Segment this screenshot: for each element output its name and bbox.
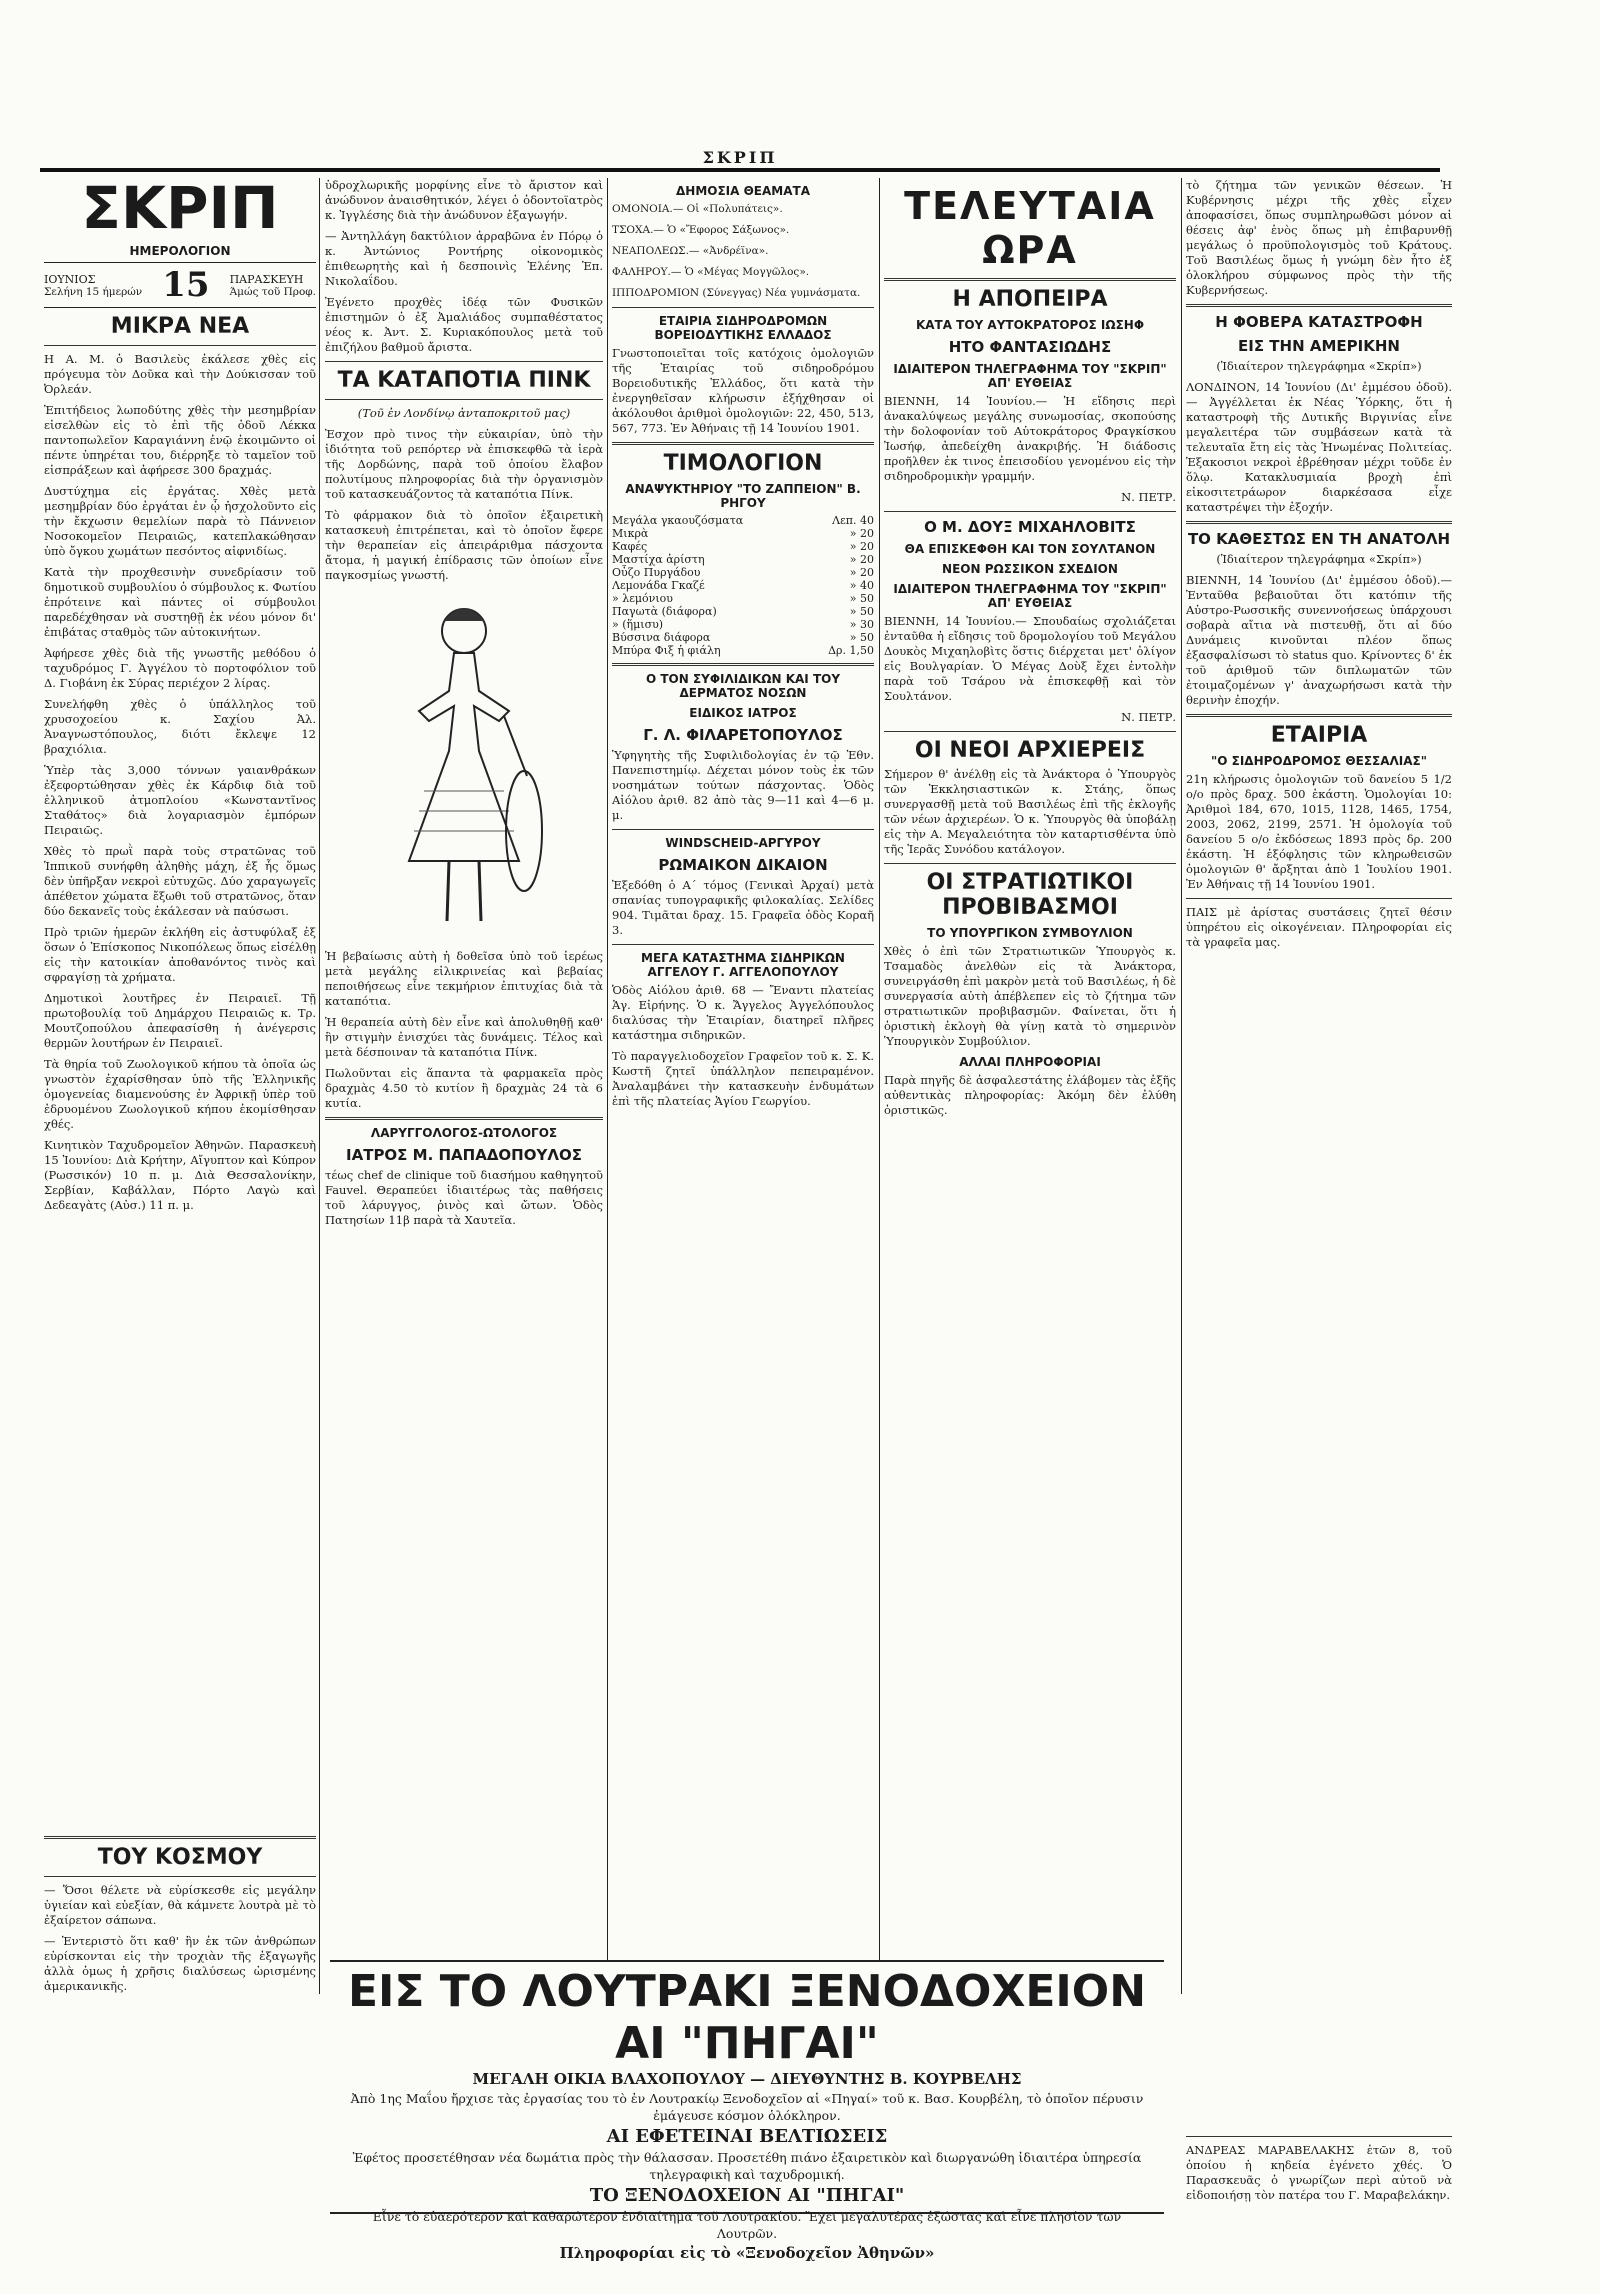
- ad-text: Τὸ παραγγελιοδοχεῖον Γραφεῖον τοῦ κ. Σ. Κ. Κωστῆ ζητεῖ ὑπάλληλον πεπειραμένον. Ἀναλαμβάνει τὴν κατασκευὴν ἐνδυμάτων ἐπὶ τῆς πλατείας Ἁγίου Γεωργίου.: [612, 1049, 874, 1108]
- ad-text: Γνωστοποιεῖται τοῖς κατόχοις ὁμολογιῶν τῆς Ἑταιρίας τοῦ σιδηροδρόμου Βορειοδυτικῆς Ἑλλάδος, ὅτι κατὰ τὴν ἐνεργηθεῖσαν κλήρωσιν ἐξήχθησαν οἱ ἀκόλουθοι ἀριθμοὶ ὁμολογιῶν: 22, 450, 513, 567, 773. Ἐν Ἀθήναις τῇ 14 Ἰουνίου 1901.: [612, 346, 874, 435]
- article-subtitle: ΕΙΣ ΤΗΝ ΑΜΕΡΙΚΗΝ: [1238, 337, 1400, 355]
- loutraki-hotel-ad: [330, 1960, 1164, 2262]
- ad-title-railway: ΕΤΑΙΡΙΑ ΣΙΔΗΡΟΔΡΟΜΩΝ ΒΟΡΕΙΟΔΥΤΙΚΗΣ ΕΛΛΑΔΟΣ: [654, 314, 832, 342]
- article-paragraph: Ἐσχον πρὸ τινος τὴν εὐκαιρίαν, ὑπὸ τὴν ἰδιότητα τοῦ ρεπόρτερ νὰ ἐπισκεφθῶ τὰ ἱερὰ τῆς Δορδώνης, παρὰ τοῦ ὁποίου ἔλαβον πολυτίμους πληροφορίας διὰ τὴν ὀργανισμὸν τοῦ κατασκευάζοντος τὰ καταπότια Πίνκ.: [325, 427, 603, 501]
- column-3: [612, 178, 874, 1954]
- signature: Ν. ΠΕΤΡ.: [1121, 710, 1176, 724]
- article-title: Ο Μ. ΔΟΥΞ ΜΙΧΑΗΛΟΒΙΤΣ: [924, 518, 1136, 536]
- theatre-item: ΟΜΟΝΟΙΑ.— Οἱ «Πολυπάτεις».: [612, 203, 783, 215]
- news-item: Τὰ θηρία τοῦ Ζωολογικοῦ κήπου τὰ ὁποῖα ὡς γνωστὸν ἐχαρίσθησαν ὑπὸ τῆς Ἑλληνικῆς ὁμογενείας διαμενούσης ἐν Ἀφρικῇ ὑπὲρ τοῦ ἐδρυομένου Ζωολογικοῦ κήπου ἐκομίσθησαν χθές.: [44, 1057, 316, 1131]
- theatres-title: ΔΗΜΟΣΙΑ ΘΕΑΜΑΤΑ: [676, 184, 810, 198]
- price-row: Παγωτὰ (διάφορα) » 50: [612, 605, 874, 618]
- article-title: ΟΙ ΣΤΡΑΤΙΩΤΙΚΟΙ ΠΡΟΒΙΒΑΣΜΟΙ: [926, 870, 1134, 920]
- telegram-tag: ΙΔΙΑΙΤΕΡΟΝ ΤΗΛΕΓΡΑΦΗΜΑ ΤΟΥ "ΣΚΡΙΠ" ΑΠ' ΕΥΘΕΙΑΣ: [893, 362, 1167, 390]
- price-row: Καφές » 20: [612, 540, 874, 553]
- ad-text: Ἐξεδόθη ὁ Α΄ τόμος (Γενικαὶ Ἀρχαί) μετὰ σπανίας τυπογραφικῆς φιλοκαλίας. Σελίδες 904. Τιμᾶται δραχ. 15. Γραφεῖα ὁδὸς Κοραῆ 3.: [612, 878, 874, 937]
- pricelist-subtitle: ΑΝΑΨΥΚΤΗΡΙΟΥ "ΤΟ ΖΑΠΠΕΙΟΝ" Β. ΡΗΓΟΥ: [625, 482, 861, 510]
- ad-headline: ΕΙΣ ΤΟ ΛΟΥΤΡΑΚΙ ΞΕΝΟΔΟΧΕΙΟΝ ΑΙ "ΠΗΓΑΙ": [347, 1966, 1147, 2069]
- article-title-pink: ΤΑ ΚΑΤΑΠΟΤΙΑ ΠΙΝΚ: [337, 368, 591, 393]
- ad-title-shop: ΜΕΓΑ ΚΑΤΑΣΤΗΜΑ ΣΙΔΗΡΙΚΩΝ ΑΓΓΕΛΟΥ Γ. ΑΓΓΕΛΟΠΟΥΛΟΥ: [641, 951, 845, 979]
- classified-ad-box: [1186, 2130, 1452, 2210]
- news-item: Ὑπὲρ τὰς 3,000 τόννων γαιανθράκων ἐξεφορτώθησαν χθὲς ἐκ Κάρδιφ διὰ τοῦ ἑλληνικοῦ ἀτμοπλοίου «Κωνσταντῖνος Σταθάτος» διὰ λογαριασμὸν ἐμπόρων Πειραιῶς.: [44, 763, 316, 837]
- news-item: Ἐπιτήδειος λωποδύτης χθὲς τὴν μεσημβρίαν εἰσελθὼν εἰς τὸ ἐπὶ τῆς ὁδοῦ Λέκκα παντοπωλεῖον Καραγιάννη ἐνῷ ἐκοιμῶντο οἱ πέντε ὑπηρέται του, διέρρηξε τὸ ταμεῖον τοῦ εἰσπράξεων καὶ ἀφήρεσε 300 δραχμάς.: [44, 403, 316, 477]
- ad-text: 21η κλήρωσις ὁμολογιῶν τοῦ δανείου 5 1/2 ο/ο πρὸς δραχ. 500 ἑκάστη. Ὁμολογίαι 10: Ἀριθμοὶ 184, 670, 1015, 1128, 1465, 1754, 2003, 2062, 2199, 2571. Ἡ ὁμολογία τοῦ δανείου 5 ο/ο ἐκδόσεως 1893 πρὸς δρ. 200 ἑκάστη. Ἡ ἐξόφλησις τῶν κληρωθεισῶν ὁμολογιῶν θ' ἄρξηται ἀπὸ 1 Ἰουλίου 1901. Ἐν Ἀθήναις τῇ 14 Ἰουνίου 1901.: [1186, 772, 1452, 891]
- ad-text: Εἶνε τὸ εὐαερότερον καὶ καθαρώτερον ἐνδιαίτημα τοῦ Λουτρακίου. Ἔχει μεγαλυτέρας ἐξώστας καὶ εἶνε πλησίον τῶν Λουτρῶν.: [372, 2209, 1122, 2241]
- article-title: ΟΙ ΝΕΟΙ ΑΡΧΙΕΡΕΙΣ: [914, 738, 1146, 763]
- column-rule: [607, 178, 608, 1994]
- classified-ad: ΠΑΙΣ μὲ ἀρίστας συστάσεις ζητεῖ θέσιν ὑπηρέτου εἰς οἰκογένειαν. Πληροφορίαι εἰς τὰ γραφεῖα μας.: [1186, 905, 1452, 949]
- calendar-box: [44, 262, 316, 308]
- price-row: Μεγάλα γκαουζόσματα Λεπ. 40: [612, 514, 874, 527]
- section-title-tou-kosmou: ΤΟΥ ΚΟΣΜΟΥ: [97, 1845, 263, 1870]
- signature: Ν. ΠΕΤΡ.: [1121, 490, 1176, 504]
- pricelist-title: ΤΙΜΟΛΟΓΙΟΝ: [663, 451, 823, 476]
- theatre-item: ΤΣΟΧΑ.— Ὁ «Ἔφορος Σάξωνος».: [612, 224, 790, 236]
- ad-title-company: ΕΤΑΙΡΙΑ: [1270, 723, 1368, 748]
- news-item: Ἀφήρεσε χθὲς διὰ τῆς γνωστῆς μεθόδου ὁ ταχυδρόμος Γ. Ἀγγέλου τὸ πορτοφόλιον τοῦ Δ. Γιοβάνη ἐκ Σύρας περιέχον 2 λίρας.: [44, 646, 316, 690]
- ad-title-syph: Ο ΤΟΝ ΣΥΦΙΛΙΔΙΚΩΝ ΚΑΙ ΤΟΥ ΔΕΡΜΑΤΟΣ ΝΟΣΩΝ: [645, 672, 841, 700]
- article-paragraph: Ἡ βεβαίωσις αὐτὴ ἡ δοθεῖσα ὑπὸ τοῦ ἱερέως μετὰ μεγάλης εἰλικρινείας καὶ βεβαίας πεποιθήσεως εἶνε τεκμήριον ἐπιτυχίας διὰ τὰ καταπότια.: [325, 949, 603, 1008]
- article-paragraph: Τὸ φάρμακον διὰ τὸ ὁποῖον ἐξαιρετικὴ κατασκευὴ ἐπιτρέπεται, καὶ τὸ ὁποῖον ἔφερε τὴν θεραπείαν εἰς ἀπειράριθμα πάσχοντα ἄτομα, ἡ μαγική ἐπίδρασις τῶν ὁποίων εἶνε παγκοσμίως γνωστή.: [325, 508, 603, 582]
- price-row: Μικρὰ » 20: [612, 527, 874, 540]
- pricelist: [612, 514, 874, 657]
- news-item: ὑδροχλωρικῆς μορφίνης εἶνε τὸ ἄριστον καὶ ἀνώδυνον ἀναισθητικόν, λέγει ὁ ὀδοντοϊατρὸς κ. Ἰγγλέσης διὰ τὴν ἀνώδυνον ἐξαγωγήν.: [325, 178, 603, 222]
- price-row: Οὖζο Πυργάδου » 20: [612, 566, 874, 579]
- girl-illustration: [359, 591, 569, 941]
- telegram-tag: (Ἰδιαίτερον τηλεγράφημα «Σκρίπ»): [1216, 552, 1422, 566]
- calendar-moon: Σελήνη 15 ήμερών: [44, 285, 143, 298]
- news-item: Χθὲς τὸ πρωῒ παρὰ τοὺς στρατῶνας τοῦ Ἱππικοῦ συνήφθη ἀληθὴς μάχη, ἐξ ἧς ὅμως δὲν ὑπῆρξαν νεκροὶ εὐτυχῶς. Δύο χαραγωγεῖς ἀπέθετον χώματα ἔξωθι τοῦ στρατῶνος, ὅταν δύο δεκανεῖς τοὺς ἐκάλεσαν νὰ παύσωσι.: [44, 844, 316, 918]
- article-paragraph: Πωλοῦνται εἰς ἅπαντα τὰ φαρμακεῖα πρὸς δραχμὰς 4.50 τὸ κυτίον ἢ δραχμὰς 24 τὰ 6 κυτία.: [325, 1066, 603, 1110]
- news-item: Συνελήφθη χθὲς ὁ ὑπάλληλος τοῦ χρυσοχοείου κ. Σαχίου Ἀλ. Ἀναγνωστόπουλος, διότι ἔκλεψε 12 βραχιόλια.: [44, 697, 316, 756]
- price-row: » (ἥμισυ) » 30: [612, 618, 874, 631]
- ad-subheadline: ΑΙ ΕΦΕΤΕΙΝΑΙ ΒΕΛΤΙΩΣΕΙΣ: [606, 2126, 888, 2147]
- news-item: Δημοτικοὶ λουτῆρες ἐν Πειραιεῖ. Τῇ πρωτοβουλίᾳ τοῦ Δημάρχου Πειραιῶς κ. Τρ. Μουτζοπούλου ἀπεφασίσθη ἡ ἀνέγερσις θερμῶν λουτήρων ἐν Πειραιεῖ.: [44, 991, 316, 1050]
- ad-title-doctor: ΛΑΡΥΓΓΟΛΟΓΟΣ-ΩΤΟΛΟΓΟΣ: [370, 1126, 558, 1140]
- news-item: Κινητικὸν Ταχυδρομεῖον Ἀθηνῶν. Παρασκευὴ 15 Ἰουνίου: Διὰ Κρήτην, Αἴγυπτον καὶ Κύπρον (Ρωσσικόν) 10 π. μ. Διὰ Θεσσαλονίκην, Σερβίαν, Καβάλλαν, Πόρτο Λαγὼ καὶ Δεδεαγὰτς (Αὐσ.) 11 π. μ.: [44, 1138, 316, 1212]
- section-title-mikra-nea: ΜΙΚΡΑ ΝΕΑ: [110, 314, 250, 339]
- telegram-tag: ΙΔΙΑΙΤΕΡΟΝ ΤΗΛΕΓΡΑΦΗΜΑ ΤΟΥ "ΣΚΡΙΠ" ΑΠ' ΕΥΘΕΙΑΣ: [893, 582, 1167, 610]
- newspaper-logo: ΣΚΡΙΠ: [81, 178, 279, 242]
- news-item: Η Α. Μ. ὁ Βασιλεὺς ἐκάλεσε χθὲς εἰς πρόγευμα τὸν Δοῦκα καὶ τὴν Δούκισσαν τοῦ Ὀρλεάν.: [44, 352, 316, 396]
- article-paragraph: Ἡ θεραπεία αὐτὴ δὲν εἶνε καὶ ἀπολυθηθῇ καθ' ἣν στιγμὴν ἐνισχύει τὰς δυνάμεις. Τέλος καὶ μετὰ δέσποιναν τὰ καταπότια Πίνκ.: [325, 1015, 603, 1059]
- article-subtitle: ΗΤΟ ΦΑΝΤΑΣΙΩΔΗΣ: [948, 338, 1112, 356]
- article-paragraph: ΒΙΕΝΝΗ, 14 Ἰουνίου.— Σπουδαίως σχολιάζεται ἐνταῦθα ἡ εἴδησις τοῦ δρομολογίου τοῦ Μεγάλου Δουκὸς Μιχαηλοβὶτς ὅστις διέρχεται μετ' ὀλίγον εἰς Βουλγαρίαν. Ὁ Μέγας Δοὺξ ἔχει ἐντολὴν παρὰ τοῦ Τσάρου νὰ ἐπισκεφθῇ καὶ τὸν Σουλτάνον.: [884, 614, 1176, 703]
- news-item: Ἐγένετο προχθὲς ἰδέᾳ τῶν Φυσικῶν ἐπιστημῶν ὁ ἐξ Ἀμαλιάδος συμπαθέστατος νέος κ. Ἀντ. Σ. Κυριακόπουλος μετὰ τοῦ ἐπιζήλου βαθμοῦ ἄριστα.: [325, 295, 603, 354]
- column-4: [884, 178, 1176, 2210]
- calendar-month: ΙΟΥΝΙΟΣ: [44, 272, 96, 286]
- ad-subheadline: ΜΕΓΑΛΗ ΟΙΚΙΑ ΒΛΑΧΟΠΟΥΛΟΥ — ΔΙΕΥΘΥΝΤΗΣ Β. ΚΟΥΡΒΕΛΗΣ: [472, 2070, 1022, 2088]
- article-paragraph: τὸ ζήτημα τῶν γενικῶν θέσεων. Ἡ Κυβέρνησις μέχρι τῆς χθὲς εἶχεν ἀποφασίσει, ὅπως συμπληρωθῶσι μόνον αἱ θέσεις ἀφ' ἑνὸς ὅπως μὴ ἐπιβαρυνθῇ μεγάλως ὁ προϋπολογισμὸς τοῦ Κράτους. Τοῦ Βασιλέως ὅμως ἡ γνώμη δὲν ἦτο ἐξ ὁλοκλήρου σύμφωνος πρὸς τὴν τῆς Κυβερνήσεως.: [1186, 178, 1452, 297]
- ad-subtitle: "Ο ΣΙΔΗΡΟΔΡΟΜΟΣ ΘΕΣΣΑΛΙΑΣ": [1211, 754, 1427, 768]
- ad-text: Ἀπὸ 1ης Μαΐου ἤρχισε τὰς ἐργασίας του τὸ ἐν Λουτρακίῳ Ξενοδοχεῖον αἱ «Πηγαί» τοῦ κ. Βασ. Κουρβέλη, τὸ ὁποῖον πέρυσιν ἐμάγευσε κόσμον ὁλόκληρον.: [350, 2091, 1144, 2123]
- article-title: ΑΛΛΑΙ ΠΛΗΡΟΦΟΡΙΑΙ: [959, 1055, 1101, 1069]
- column-rule: [879, 178, 880, 1994]
- article-paragraph: Χθὲς ὁ ἐπὶ τῶν Στρατιωτικῶν Ὑπουργὸς κ. Τσαμαδὸς ἀνελθὼν εἰς τὰ Ἀνάκτορα, συνειργάσθη ἐπὶ μακρὸν μετὰ τοῦ Βασιλέως, ἡ δὲ συνεργασία αὐτὴ ἀπέβλεπεν εἰς τὸ ζήτημα τῶν στρατιωτικῶν προβιβασμῶν. Φαίνεται, ὅτι ἡ ὁριστικὴ ἐκλογὴ θὰ γίνῃ κατὰ τὸ σημερινὸν Ὑπουργικὸν Συμβούλιον.: [884, 944, 1176, 1048]
- article-subtitle: ΝΕΟΝ ΡΩΣΣΙΚΟΝ ΣΧΕΔΙΟΝ: [942, 562, 1118, 576]
- ad-text: τέως chef de clinique τοῦ διασήμου καθηγητοῦ Fauvel. Θεραπεύει ἰδιαιτέρως τὰς παθήσεις τοῦ λάρυγγος, ῥινὸς καὶ ὤτων. Ὁδὸς Πατησίων 11β παρὰ τὰ Χαυτεῖα.: [325, 1168, 603, 1227]
- ad-footer: Πληροφορίαι εἰς τὸ «Ξενοδοχεῖον Ἀθηνῶν»: [559, 2244, 935, 2262]
- section-tou-kosmou: [44, 1830, 316, 2210]
- ad-label: WINDSCHEID-ΑΡΓΥΡΟΥ: [665, 836, 821, 850]
- column-rule: [319, 178, 320, 1994]
- price-row: Μαστίχα ἀρίστη » 20: [612, 553, 874, 566]
- news-item: — Ἀντηλλάγη δακτύλιον ἀρραβῶνα ἐν Πόρῳ ὁ κ. Ἀντώνιος Ροντήρης οἰκονομικὸς ἐπιθεωρητὴς καὶ ἡ δεσποινὶς Ἑλένης Ἐπ. Νικολαΐδου.: [325, 229, 603, 288]
- column-rule: [1181, 178, 1182, 1994]
- calendar-day: 15: [162, 265, 210, 305]
- article-title: Η ΑΠΟΠΕΙΡΑ: [952, 287, 1108, 312]
- news-item: — Ὅσοι θέλετε νὰ εὑρίσκεσθε εἰς μεγάλην ὑγιείαν καὶ εὐεξίαν, θὰ κάμνετε λουτρὰ μὲ τὸ ἐξαίρετον σάπωνα.: [44, 1883, 316, 1927]
- news-item: Πρὸ τριῶν ἡμερῶν ἐκλήθη εἰς ἀστυφύλαξ ἐξ ὅσων ὁ Ἐπίσκοπος Νικοπόλεως ὅπως εἰσέλθῃ εἰς τὴν κατοικίαν ἀποθανόντος τινὸς καὶ σφραγίσῃ τὰ χρήματα.: [44, 925, 316, 984]
- classified-ad: ΑΝΔΡΕΑΣ ΜΑΡΑΒΕΛΑΚΗΣ ἐτῶν 8, τοῦ ὁποίου ἡ κηδεία ἐγένετο χθές. Ὁ Παρασκευᾶς ὁ γνωρίζων περὶ αὐτοῦ νὰ εἰδοποιήσῃ τὸν πατέρα του Γ. Μαραβελάκην.: [1186, 2143, 1452, 2202]
- article-title: ΤΟ ΚΑΘΕΣΤΩΣ ΕΝ ΤΗ ΑΝΑΤΟΛΗ: [1187, 530, 1451, 548]
- news-item: Κατὰ τὴν προχθεσινὴν συνεδρίασιν τοῦ δημοτικοῦ συμβουλίου ὁ σύμβουλος κ. Φωτίου ἐπρότεινε καὶ πάντες οἱ σύμβουλοι παρεδέχθησαν νὰ συστηθῇ ἐκ νέου μόνον δι' ἐπιβάτας σταθμὸς τῶν αὐτοκινήτων.: [44, 565, 316, 639]
- article-paragraph: Παρὰ πηγῆς δὲ ἀσφαλεστάτης ἐλάβομεν τὰς ἑξῆς αὐθεντικὰς πληροφορίας: Ἀκόμη δὲν ἐλύθη ὁριστικῶς.: [884, 1073, 1176, 1117]
- ad-title-law: ΡΩΜΑΙΚΟΝ ΔΙΚΑΙΟΝ: [658, 856, 828, 874]
- price-row: Μπύρα Φιξ ἡ φιάλη Δρ. 1,50: [612, 644, 874, 657]
- article-paragraph: ΒΙΕΝΝΗ, 14 Ἰουνίου (Δι' ἐμμέσου ὁδοῦ).— Ἐνταῦθα βεβαιοῦται ὅτι κατόπιν τῆς Αὐστρο-Ρωσσικῆς συνεννοήσεως ὑπάρχουσι σοβαρὰ αἴτια νὰ πιστευθῇ, ὅτι αἱ δύο Δυνάμεις κινοῦνται πλέον ὅπως ἐξασφαλίσωσι τὸ status quo. Κρίνοντες δ' ἐκ τοῦ ἀριθμοῦ τῶν διπλωματῶν τῶν ἐτοιμαζομένων γ' ἀναχωρήσωσι κατὰ τὴν θερινὴν ἐποχήν.: [1186, 573, 1452, 707]
- telegram-tag: (Ἰδιαίτερον τηλεγράφημα «Σκρίπ»): [1216, 359, 1422, 373]
- theatre-item: ΦΑΛΗΡΟΥ.— Ὁ «Μέγας Μογγῶλος».: [612, 266, 810, 278]
- price-row: Λεμονάδα Γκαζέ » 40: [612, 579, 874, 592]
- column-5: [1186, 178, 1452, 2124]
- article-paragraph: ΛΟΝΔΙΝΟΝ, 14 Ἰουνίου (Δι' ἐμμέσου ὁδοῦ).— Ἀγγέλλεται ἐκ Νέας Ὑόρκης, ὅτι ἡ καταστροφὴ τῆς Δυτικῆς Βιργινίας εἶνε μεγαλειτέρα τῶν συμβάσεων κατὰ τὰ τελευταῖα ἔτη εἰς τὰς Ἡνωμένας Πολιτείας. Ἐξακοσιοι νεκροὶ ἐβρέθησαν μέχρι τοῦδε ἐν ὅλῳ. Κατακλυσμιαία βροχὴ ἐπὶ εἰκοσιτετράωρον διαρκέσασα εἶχε καταστρέψει τὴν ἐξοχήν.: [1186, 380, 1452, 514]
- ad-subtitle: ΕΙΔΙΚΟΣ ΙΑΤΡΟΣ: [689, 706, 797, 720]
- article-title: Η ΦΟΒΕΡΑ ΚΑΤΑΣΤΡΟΦΗ: [1215, 313, 1423, 331]
- price-row: » λεμόνιου » 50: [612, 592, 874, 605]
- article-paragraph: Σήμερον θ' ἀνέλθῃ εἰς τὰ Ἀνάκτορα ὁ Ὑπουργὸς τῶν Ἐκκλησιαστικῶν κ. Στάης, ὅπως συνεργασθῇ μετὰ τοῦ Βασιλέως ἐπὶ τῆς ἐκλογῆς τῶν νέων ἀρχιερέων. Ὁ κ. Ὑπουργὸς θὰ ὑποβάλῃ εἰς τὴν Α. Μεγαλειότητα τὸν καταρτισθέντα ὑπὸ τῆς Ἱερᾶς Συνόδου κατάλογον.: [884, 767, 1176, 856]
- ad-doctor-name: Γ. Λ. ΦΙΛΑΡΕΤΟΠΟΥΛΟΣ: [643, 726, 843, 744]
- theatre-item: ΙΠΠΟΔΡΟΜΙΟΝ (Σύνεγγας) Νέα γυμνάσματα.: [612, 287, 861, 299]
- news-item: — Ἐντεριστὸ ὅτι καθ' ἣν ἐκ τῶν ἀνθρώπων εὑρίσκονται εἰς τὴν τροχιὰν τῆς ἐξαγωγῆς ἀλλὰ ὁμως ἡ χρῆσις διαλύσεως ὡρισμένης ἀμερικανικῆς.: [44, 1934, 316, 1993]
- ad-subheadline: ΤΟ ΞΕΝΟΔΟΧΕΙΟΝ ΑΙ "ΠΗΓΑΙ": [589, 2185, 905, 2206]
- article-subtitle: ΤΟ ΥΠΟΥΡΓΙΚΟΝ ΣΥΜΒΟΥΛΙΟΝ: [927, 926, 1133, 940]
- ad-doctor-name: ΙΑΤΡΟΣ Μ. ΠΑΠΑΔΟΠΟΥΛΟΣ: [346, 1146, 582, 1164]
- ad-text: Ἐφέτος προσετέθησαν νέα δωμάτια πρὸς τὴν θάλασσαν. Προσετέθη πιάνο ἐξαιρετικὸν καὶ διωργανώθη ἰδιαιτέρα ὑπηρεσία τηλεγραφικὴ καὶ ταχυδρομική.: [352, 2150, 1142, 2182]
- article-subtitle: (Τοῦ ἐν Λονδίνῳ ἀνταποκριτοῦ μας): [357, 406, 571, 420]
- column-2: [325, 178, 603, 1954]
- ad-text: Ὑφηγητὴς τῆς Συφιλιδολογίας ἐν τῷ Ἐθν. Πανεπιστημίῳ. Δέχεται μόνον τοὺς ἐκ τῶν νοσημάτων τούτων πάσχοντας. Ὁδὸς Αἰόλου ἀριθ. 82 ἀπὸ τὰς 9—11 καὶ 4—6 μ. μ.: [612, 748, 874, 822]
- article-subtitle: ΘΑ ΕΠΙΣΚΕΦΘΗ ΚΑΙ ΤΟΝ ΣΟΥΛΤΑΝΟΝ: [904, 542, 1156, 556]
- news-item: Δυστύχημα εἰς ἐργάτας. Χθὲς μετὰ μεσημβρίαν δύο ἐργάται ἐν ᾧ ἠσχολοῦντο εἰς τὴν ἔκχωσιν θεμελίων παρὰ τὸ Πάννειον Νοσοκομεῖον Πειραιῶς, κατεπλακώθησαν ὑπὸ ὄγκου χωμάτων πεσόντος αἰφνιδίως.: [44, 484, 316, 558]
- article-subtitle: ΚΑΤΑ ΤΟΥ ΑΥΤΟΚΡΑΤΟΡΟΣ ΙΩΣΗΦ: [915, 318, 1145, 332]
- section-title-last-hour: ΤΕΛΕΥΤΑΙΑ ΩΡΑ: [904, 184, 1156, 272]
- ad-text: Ὁδὸς Αἰόλου ἀριθ. 68 — Ἔναντι πλατείας Ἁγ. Εἰρήνης. Ὁ κ. Ἄγγελος Ἀγγελόπουλος διαλύσας τὴν Ἑταιρίαν, διατηρεῖ πλῆρες κατάστημα σιδηρικῶν.: [612, 983, 874, 1042]
- calendar-saint: Άμώς τοῦ Προφ.: [229, 285, 316, 298]
- price-row: Βύσσινα διάφορα » 50: [612, 631, 874, 644]
- calendar-title: ΗΜΕΡΟΛΟΓΙΟΝ: [129, 244, 231, 258]
- calendar-weekday: ΠΑΡΑΣΚΕΥΗ: [229, 272, 304, 286]
- running-header: ΣΚΡΙΠ: [40, 148, 1440, 172]
- article-paragraph: ΒΙΕΝΝΗ, 14 Ἰουνίου.— Ἡ εἴδησις περὶ ἀνακαλύψεως μεγάλης συνωμοσίας, σκοπούσης τὴν δολοφονίαν τοῦ Αὐτοκράτορος Φραγκίσκου Ἰωσήφ, ἀπεδείχθη ἀνακριβής. Ἡ διάδοσις προῆλθεν ἐκ τινος ἐπεισοδίου γενομένου εἰς τὴν σιδηροδρομικὴν γραμμήν.: [884, 394, 1176, 483]
- theatre-item: ΝΕΑΠΟΛΕΩΣ.— «Ἀνδρέϊνα».: [612, 245, 769, 257]
